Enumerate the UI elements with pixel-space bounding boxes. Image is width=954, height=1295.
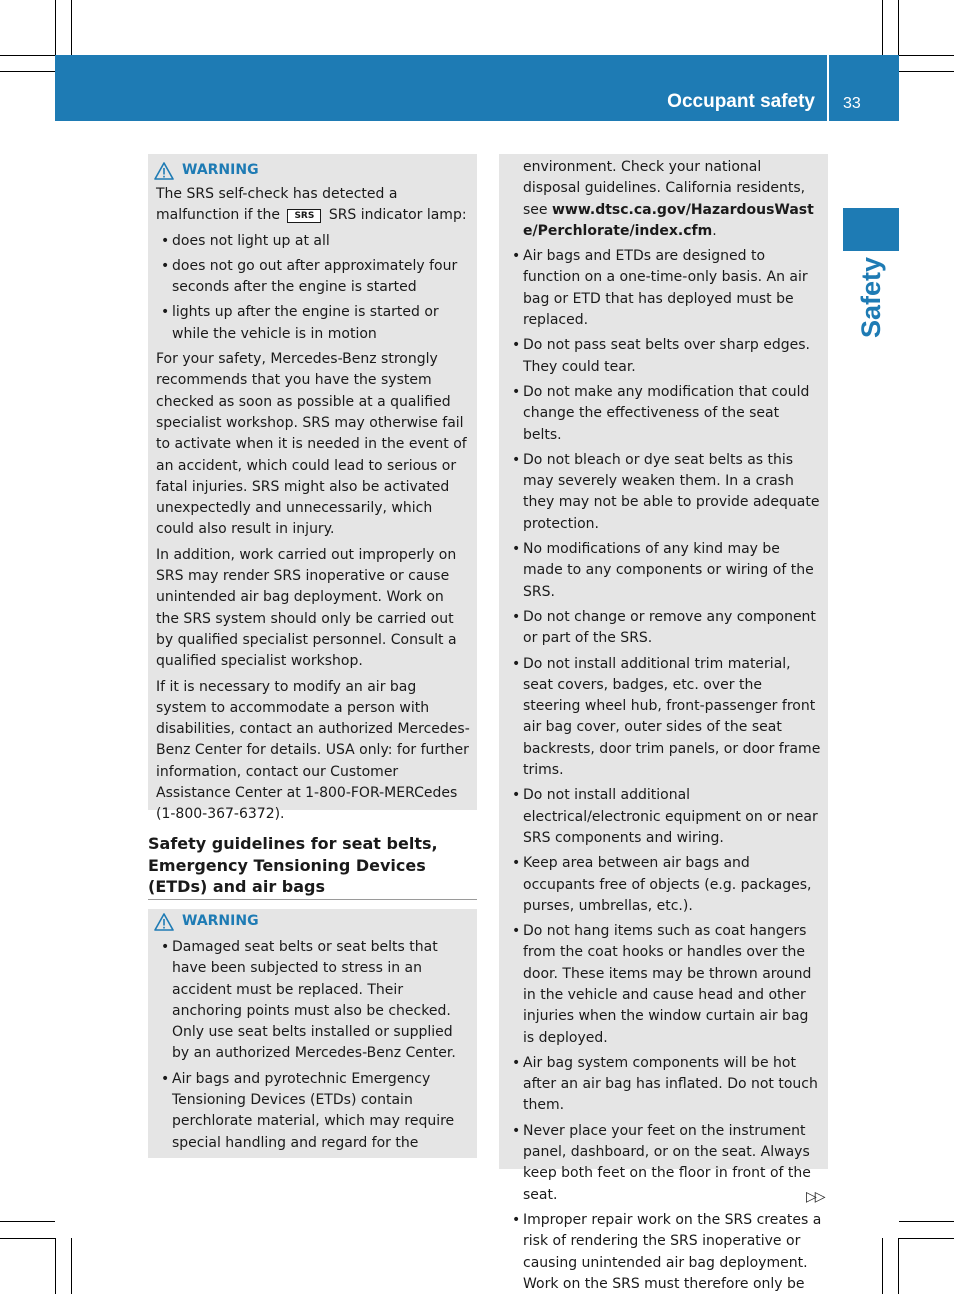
crop-mark [882,1238,883,1294]
warning-bullet-list [507,246,822,1295]
crop-mark [71,1238,72,1294]
paragraph: For your safety, Mercedes-Benz strongly recommends that you have the system checked as soon as possible at a qualified specialist workshop. SRS may otherwise fail to activate when it is needed in the event of an accident, which could lead to serious or fatal injuries. SRS might also be activated unexpectedly and unnecessarily, which could also result in injury. [156,351,467,538]
list-item: • Do not pass seat belts over sharp edges. They could tear. [507,335,822,378]
paragraph: If it is necessary to modify an air bag system to accommodate a person with disabilities, contact an authorized Mercedes-Benz Center for details. USA only: for further information, contact our Customer Assistance Center at 1-800-FOR-MERCedes (1-800-367-6372). [156,678,470,823]
page-header [55,55,899,121]
intro-text: The SRS self-check has detected a malfunction if the [156,186,398,224]
crop-mark [0,1221,55,1222]
crop-mark [55,0,56,55]
page-number: 33 [843,95,861,112]
crop-mark [0,71,55,72]
list-item: • Do not change or remove any component or part of the SRS. [507,607,822,650]
warning-bullet-list [156,231,470,345]
crop-mark [0,55,55,56]
section-title: Occupant safety [667,91,815,112]
intro-text-end: SRS indicator lamp: [328,207,467,224]
list-item: • Do not install additional electrical/electronic equipment on or near SRS components and wiring. [507,785,822,849]
warning-bullet-list [156,937,470,1154]
list-item: • Do not make any modification that could change the effectiveness of the seat belts. [507,382,822,446]
paragraph: In addition, work carried out improperly on SRS may render SRS inoperative or cause unintended air bag deployment. Work on the SRS system should only be carried out by qualified specialist personnel. Consult a qualified specialist workshop. [156,546,457,670]
list-item: • Air bags and pyrotechnic Emergency Tensioning Devices (ETDs) contain perchlorate material, which may require special handling and regard for the [156,1069,470,1154]
crop-mark [899,1221,954,1222]
list-item: • lights up after the engine is started or while the vehicle is in motion [156,302,470,345]
crop-mark [899,55,954,56]
warning-label: WARNING [182,162,259,179]
hazardous-waste-link[interactable]: www.dtsc.ca.gov/HazardousWaste/Perchlorate/index.cfm [523,201,814,239]
list-item: • Air bags and ETDs are designed to function on a one-time-only basis. An air bag or ETD that has deployed must be replaced. [507,246,822,331]
list-item: • Air bag system components will be hot after an air bag has inflated. Do not touch them. [507,1053,822,1117]
list-item: • Do not install additional trim material, seat covers, badges, etc. over the steering wheel hub, front-passenger front air bag cover, outer sides of the seat backrests, door trim panels, or door frame trims. [507,654,822,782]
warning-triangle-icon [154,162,174,180]
warning-heading [154,158,470,184]
crop-mark [898,0,899,55]
section-divider [148,899,477,900]
chapter-label: Safety [856,256,886,338]
header-divider [827,55,829,121]
continuation-paragraph [507,157,822,242]
warning-heading [154,909,470,935]
warning-label: WARNING [182,913,259,930]
warning-intro [156,184,470,227]
chapter-tab [843,208,899,251]
continue-arrow-icon: ▷▷ [806,1188,824,1204]
warning-box-continued [499,154,828,1292]
continuation-text: environment. Check your national disposal guidelines. California residents, see [523,159,806,218]
crop-mark [899,1238,954,1239]
list-item: • Improper repair work on the SRS creates a risk of rendering the SRS inoperative or causing unintended air bag deployment. Work on the SRS must therefore only be [507,1210,822,1295]
list-item: • Do not bleach or dye seat belts as this may severely weaken them. In a crash they may not be able to provide adequate protection. [507,450,822,535]
crop-mark [71,0,72,55]
list-item: • Do not hang items such as coat hangers from the coat hooks or handles over the door. These items may be thrown around in the vehicle and cause head and other injuries when the window curtain air bag is deployed. [507,921,822,1049]
list-item: • Never place your feet on the instrument panel, dashboard, or on the seat. Always keep both feet on the floor in front of the seat. [507,1121,822,1206]
crop-mark [882,0,883,55]
warning-triangle-icon [154,913,174,931]
warning-box-seat-belts [148,909,477,1158]
crop-mark [899,71,954,72]
crop-mark [55,1238,56,1294]
list-item: • does not light up at all [156,231,470,252]
crop-mark [0,1238,55,1239]
list-item: • Damaged seat belts or seat belts that have been subjected to stress in an accident must be replaced. Their anchoring points must also be checked. Only use seat belts installed or supplied by an authorized Mercedes-Benz Center. [156,937,470,1065]
crop-mark [898,1238,899,1294]
warning-box-srs [148,154,477,823]
srs-indicator-icon: SRS [287,209,321,223]
list-item: • No modifications of any kind may be made to any components or wiring of the SRS. [507,539,822,603]
list-item: • Keep area between air bags and occupants free of objects (e.g. packages, purses, umbrellas, etc.). [507,853,822,917]
list-item: • does not go out after approximately four seconds after the engine is started [156,256,470,299]
section-heading: Safety guidelines for seat belts, Emergency Tensioning Devices (ETDs) and air bags [148,834,438,896]
continuation-end: . [712,222,717,239]
